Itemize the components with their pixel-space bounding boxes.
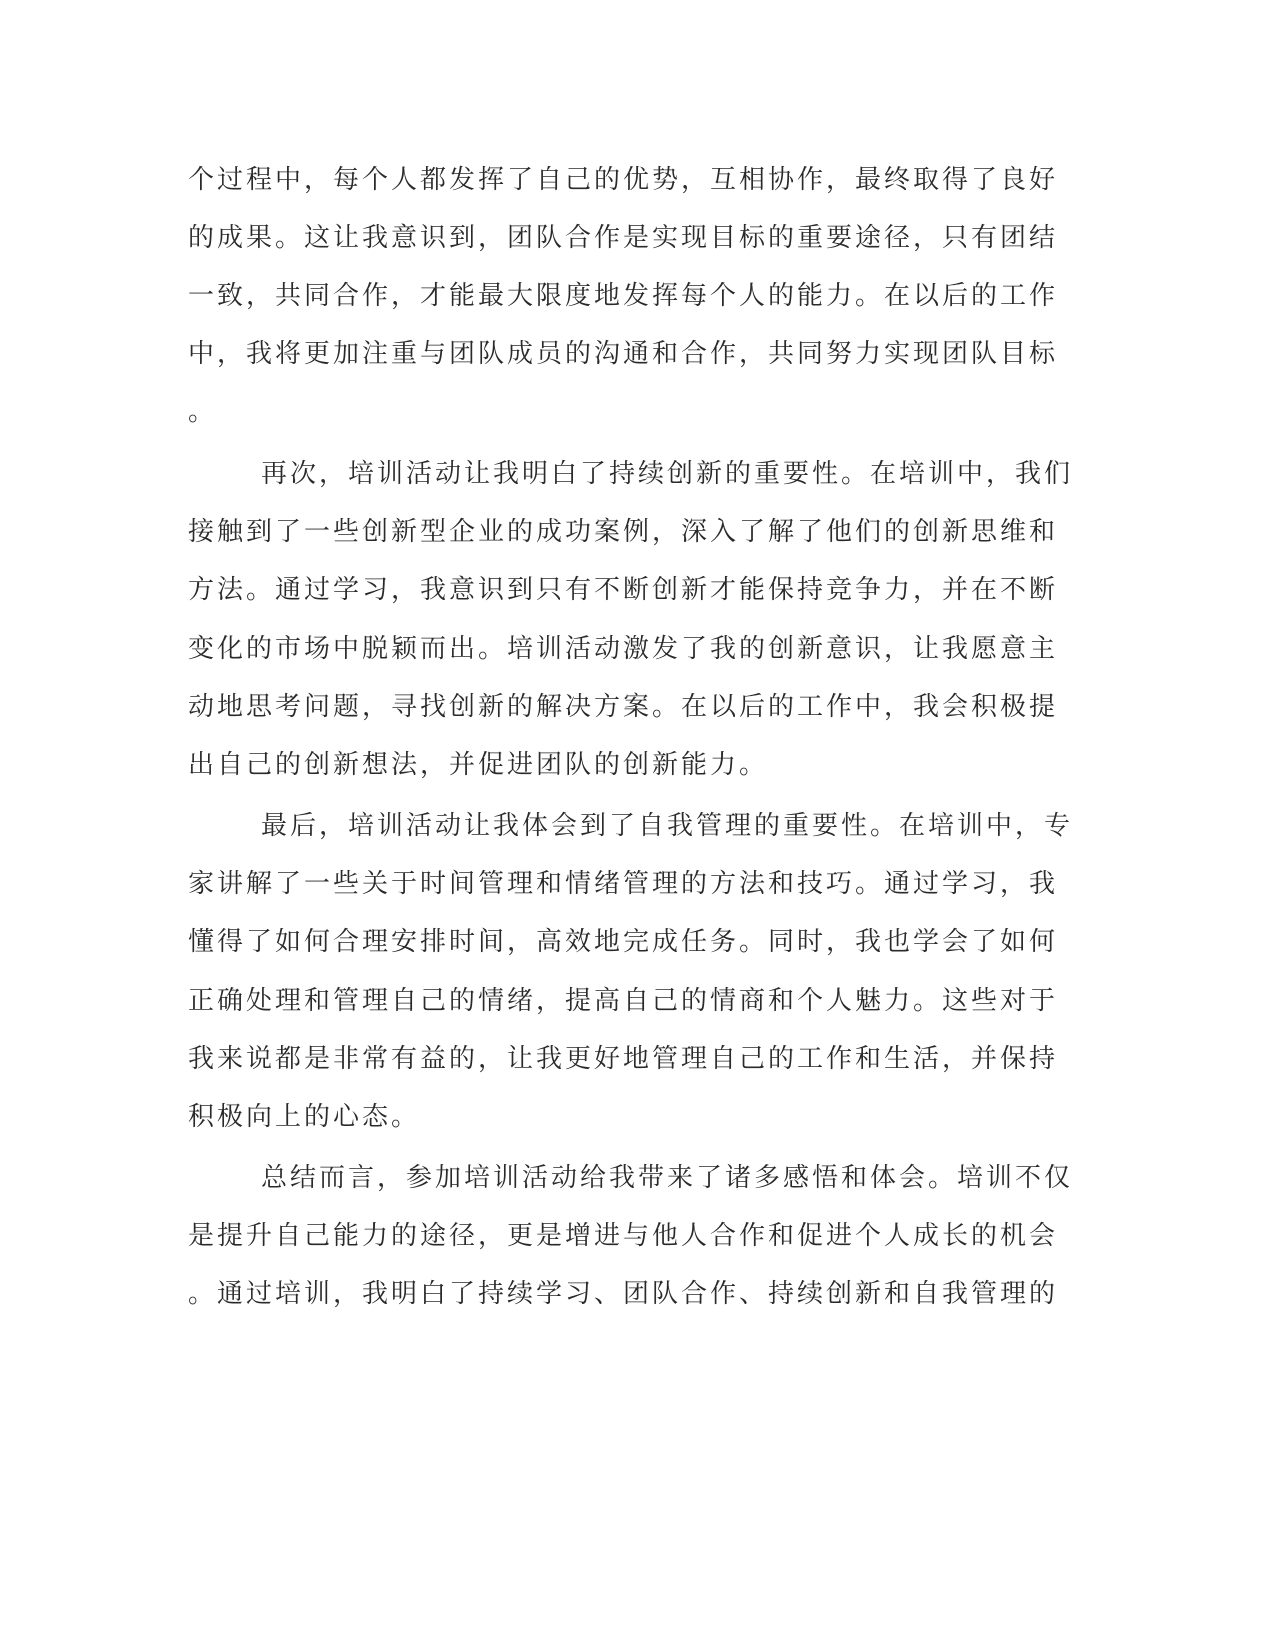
paragraph-first-line: 最后，培训活动让我体会到了自我管理的重要性。在培训中，专 (261, 811, 1074, 841)
text-line: 我来说都是非常有益的，让我更好地管理自己的工作和生活，并保持 (188, 1044, 1059, 1074)
paragraph-first-line: 总结而言，参加培训活动给我带来了诸多感悟和体会。培训不仅 (261, 1163, 1074, 1193)
paragraph-first-line: 再次，培训活动让我明白了持续创新的重要性。在培训中，我们 (261, 459, 1074, 489)
text-line: 出自己的创新想法，并促进团队的创新能力。 (188, 750, 769, 780)
text-line: 接触到了一些创新型企业的成功案例，深入了解了他们的创新思维和 (188, 517, 1059, 547)
text-line: 一致，共同合作，才能最大限度地发挥每个人的能力。在以后的工作 (188, 281, 1059, 311)
text-line: 变化的市场中脱颖而出。培训活动激发了我的创新意识，让我愿意主 (188, 634, 1059, 664)
text-line: 方法。通过学习，我意识到只有不断创新才能保持竞争力，并在不断 (188, 575, 1059, 605)
text-line: 正确处理和管理自己的情绪，提高自己的情商和个人魅力。这些对于 (188, 986, 1059, 1016)
text-line: 家讲解了一些关于时间管理和情绪管理的方法和技巧。通过学习，我 (188, 869, 1059, 899)
text-line: 是提升自己能力的途径，更是增进与他人合作和促进个人成长的机会 (188, 1221, 1059, 1251)
text-line: 的成果。这让我意识到，团队合作是实现目标的重要途径，只有团结 (188, 223, 1059, 253)
text-line: 中，我将更加注重与团队成员的沟通和合作，共同努力实现团队目标 (188, 339, 1059, 369)
text-line: 。 (188, 397, 218, 427)
text-line: 懂得了如何合理安排时间，高效地完成任务。同时，我也学会了如何 (188, 927, 1059, 957)
text-line: 动地思考问题，寻找创新的解决方案。在以后的工作中，我会积极提 (188, 692, 1059, 722)
text-line: 积极向上的心态。 (188, 1102, 421, 1132)
text-line: 个过程中，每个人都发挥了自己的优势，互相协作，最终取得了良好 (188, 165, 1059, 195)
text-line: 。通过培训，我明白了持续学习、团队合作、持续创新和自我管理的 (188, 1279, 1059, 1309)
